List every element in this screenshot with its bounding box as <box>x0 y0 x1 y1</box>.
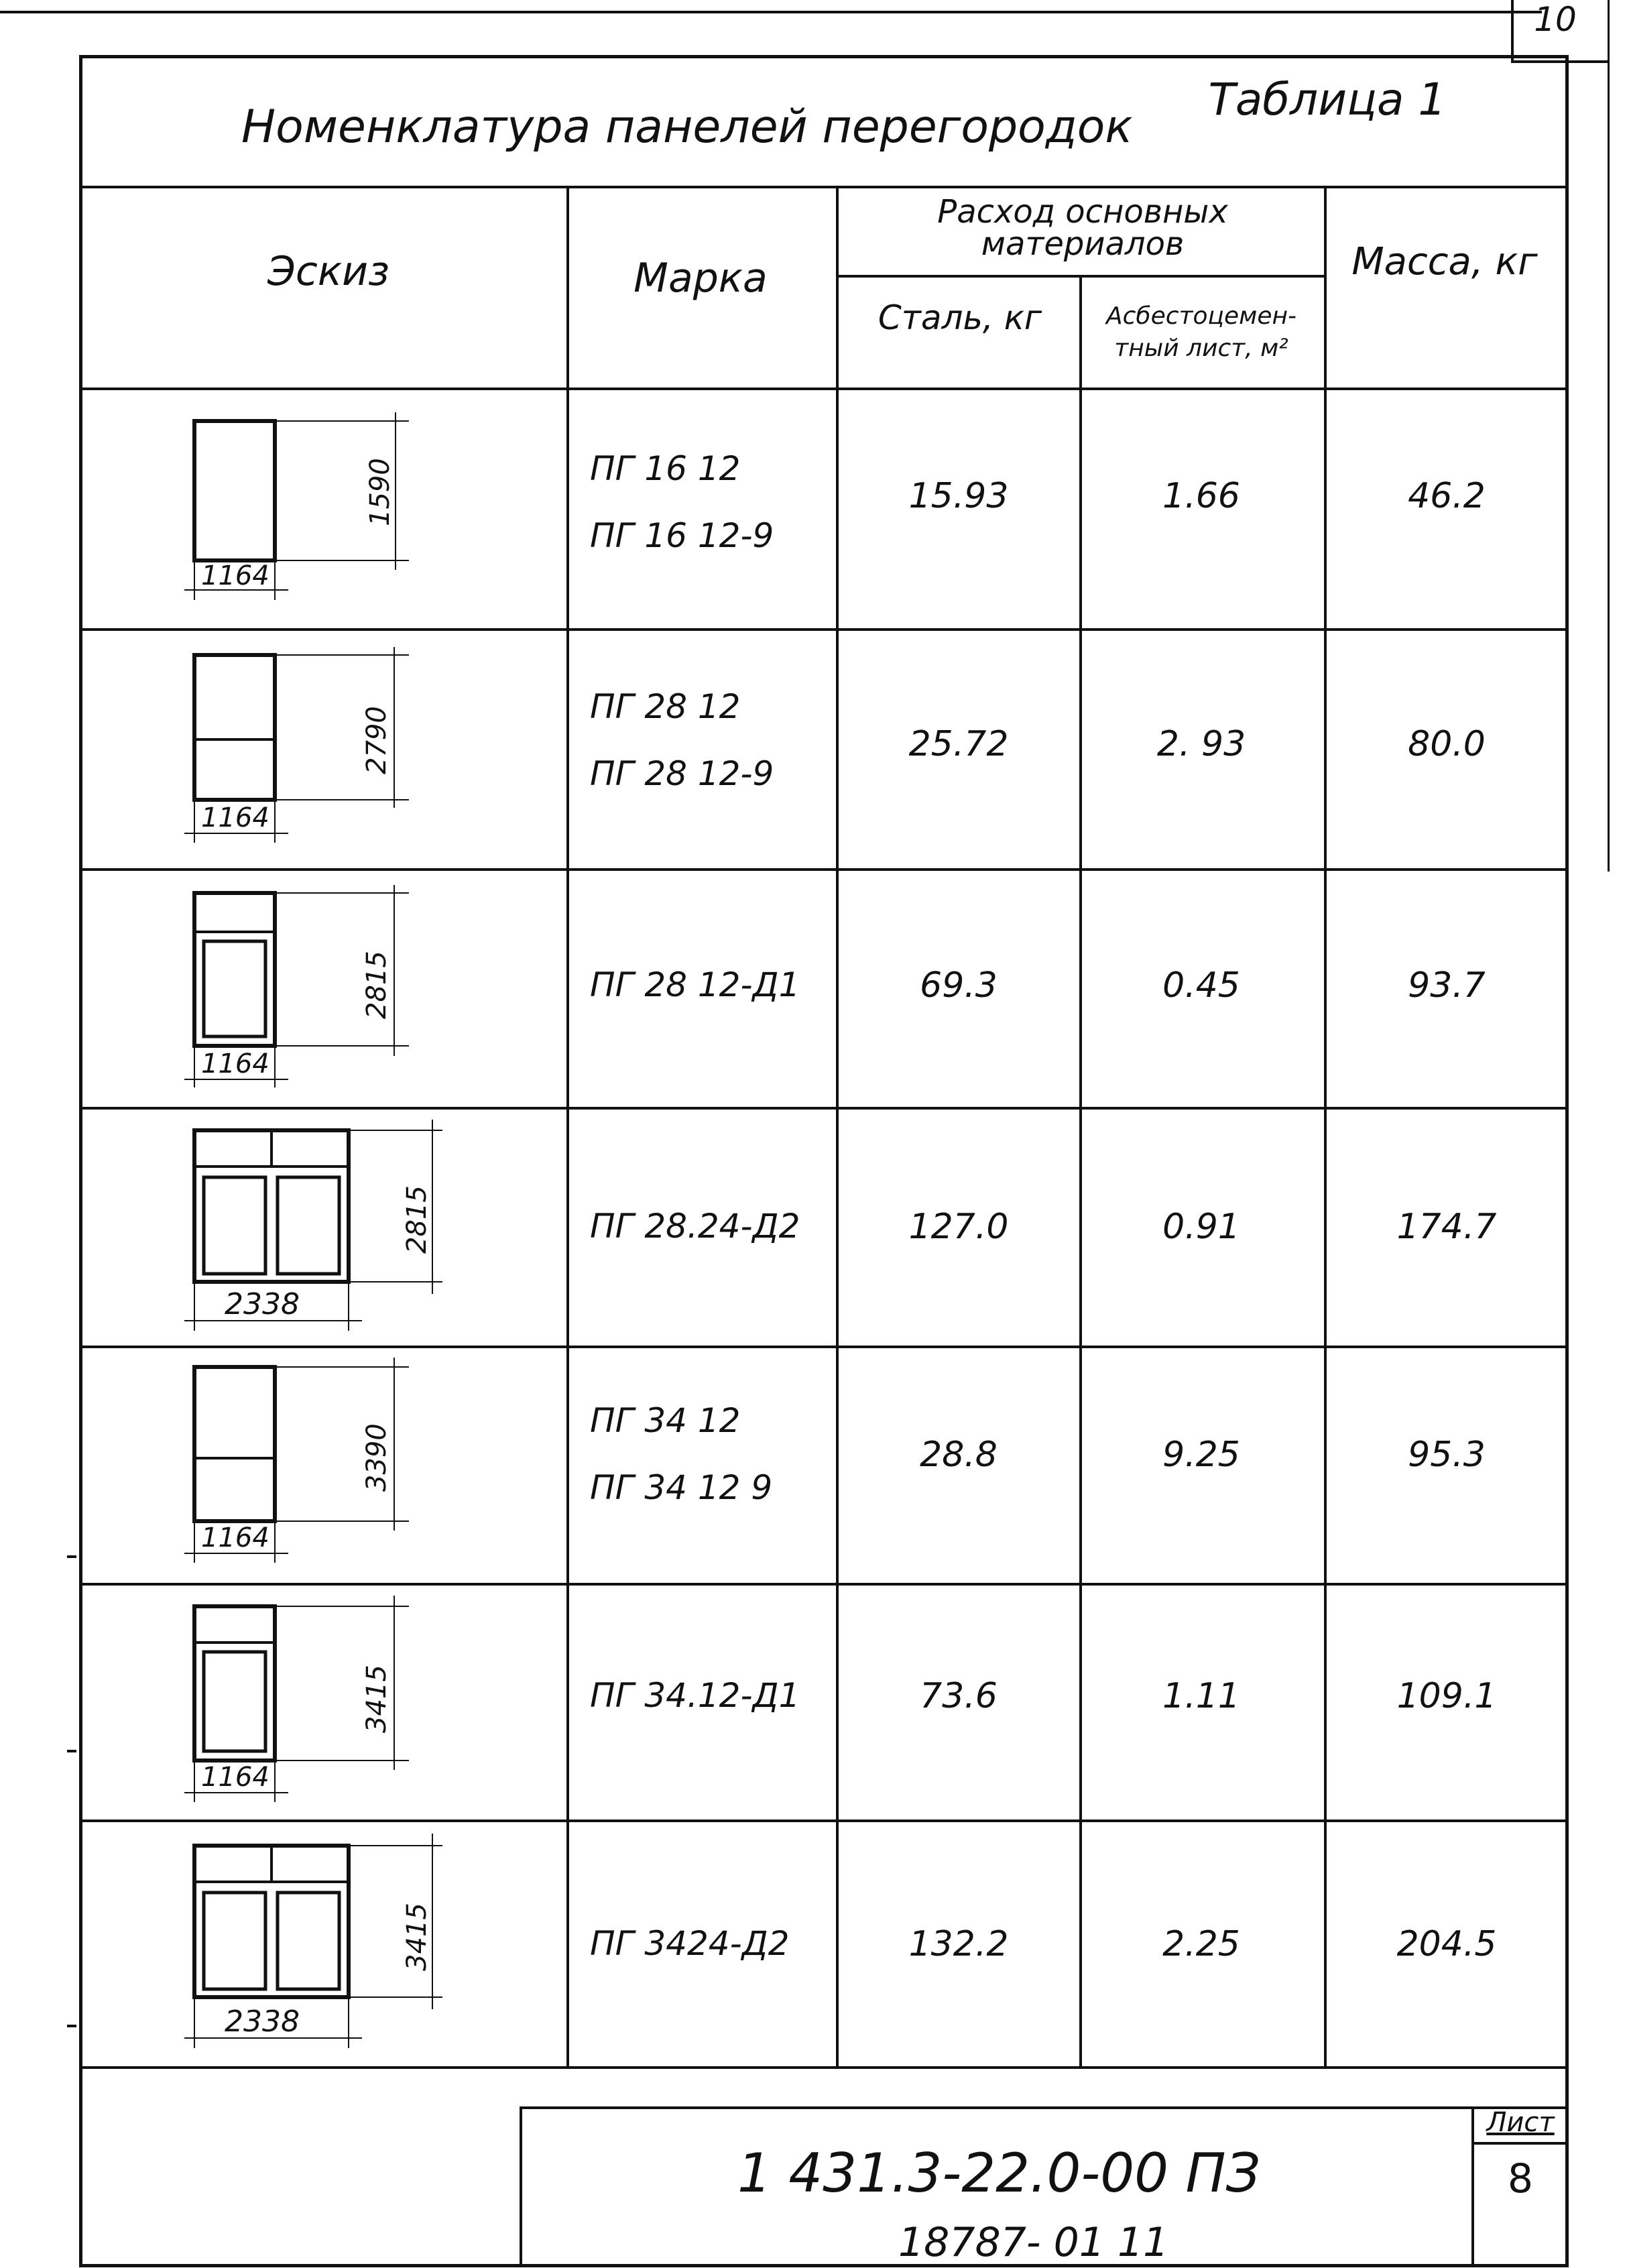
doc-code: 1 431.3-22.0-00 ПЗ <box>737 2142 1260 2204</box>
header-asbestos: Асбестоцемен-тный лист, м² <box>1105 302 1297 362</box>
panel-sketch-6 <box>181 1596 422 1810</box>
top-edge-line <box>0 11 1542 13</box>
mass-1: 46.2 <box>1408 476 1486 516</box>
sketch-height-7: 3415 <box>402 1903 432 1971</box>
sketch-width-6: 1164 <box>201 1762 269 1793</box>
page-number-top: 10 <box>1534 0 1577 39</box>
mark-4: ПГ 28.24-Д2 <box>590 1207 800 1246</box>
asbestos-4: 0.91 <box>1162 1207 1240 1247</box>
row-line-6 <box>79 1819 1569 1822</box>
panel-sketch-4 <box>174 1120 456 1334</box>
panel-sketch-5 <box>181 1358 422 1572</box>
table-label: Таблица 1 <box>1208 74 1447 125</box>
header-mark: Марка <box>634 255 768 302</box>
row-line-3 <box>79 1107 1569 1110</box>
panel-sketch-3 <box>181 885 422 1093</box>
sketch-width-1: 1164 <box>201 560 269 591</box>
header-mass: Масса, кг <box>1351 240 1538 284</box>
asbestos-1: 1.66 <box>1162 476 1240 516</box>
mass-2: 80.0 <box>1408 724 1486 764</box>
row-line-7 <box>79 2066 1569 2069</box>
mark-5a: ПГ 34 12 <box>590 1401 741 1440</box>
asbestos-6: 1.11 <box>1162 1676 1240 1716</box>
row-line-5 <box>79 1583 1569 1586</box>
steel-3: 69.3 <box>920 965 998 1006</box>
mark-1a: ПГ 16 12 <box>590 449 741 488</box>
mark-3: ПГ 28 12-Д1 <box>590 965 800 1004</box>
margin-mark-2 <box>67 1750 76 1752</box>
mass-5: 95.3 <box>1408 1435 1486 1475</box>
footer-number: 18787- 01 11 <box>898 2219 1169 2266</box>
sketch-height-2: 2790 <box>361 706 392 774</box>
sketch-width-4: 2338 <box>225 1287 300 1321</box>
mark-2b: ПГ 28 12-9 <box>590 754 774 793</box>
row-line-2 <box>79 868 1569 871</box>
title-row-bottom-line <box>79 186 1569 188</box>
sketch-width-5: 1164 <box>201 1523 269 1553</box>
steel-6: 73.6 <box>920 1676 998 1716</box>
mark-1b: ПГ 16 12-9 <box>590 516 774 555</box>
sheet-number: 8 <box>1507 2155 1534 2202</box>
asbestos-7: 2.25 <box>1162 1924 1240 1964</box>
mass-4: 174.7 <box>1396 1207 1497 1247</box>
page-number-box <box>1511 0 1514 60</box>
steel-7: 132.2 <box>908 1924 1009 1964</box>
mass-6: 109.1 <box>1396 1676 1497 1716</box>
sketch-height-6: 3415 <box>361 1665 392 1733</box>
header-steel: Сталь, кг <box>878 298 1042 337</box>
mass-3: 93.7 <box>1408 965 1486 1006</box>
sketch-height-4: 2815 <box>402 1185 432 1254</box>
asbestos-5: 9.25 <box>1162 1435 1240 1475</box>
col-line-1 <box>566 186 569 2066</box>
sketch-width-7: 2338 <box>225 2005 300 2039</box>
header-materials-group: Расход основных материалов <box>937 193 1228 263</box>
header-sketch: Эскиз <box>267 248 390 295</box>
row-line-1 <box>79 628 1569 631</box>
mark-7: ПГ 3424-Д2 <box>590 1924 790 1963</box>
col-line-4 <box>1324 186 1327 2066</box>
col-line-3 <box>1079 275 1082 2066</box>
header-row-bottom-line <box>79 387 1569 390</box>
margin-mark-1 <box>67 1555 76 1558</box>
title-block-left-line <box>520 2106 522 2267</box>
sketch-height-3: 2815 <box>361 951 392 1019</box>
panel-sketch-7 <box>174 1834 456 2055</box>
sketch-width-2: 1164 <box>201 802 269 833</box>
asbestos-3: 0.45 <box>1162 965 1240 1006</box>
row-line-4 <box>79 1346 1569 1348</box>
mark-2a: ПГ 28 12 <box>590 687 741 726</box>
right-edge-line <box>1608 0 1610 872</box>
asbestos-2: 2. 93 <box>1156 724 1246 764</box>
steel-2: 25.72 <box>908 724 1009 764</box>
margin-mark-3 <box>67 2025 76 2027</box>
sketch-height-1: 1590 <box>365 458 396 526</box>
col-line-2 <box>836 186 839 2066</box>
steel-1: 15.93 <box>908 476 1009 516</box>
mark-5b: ПГ 34 12 9 <box>590 1468 773 1507</box>
title-block-top-line <box>520 2106 1569 2109</box>
sketch-width-3: 1164 <box>201 1049 269 1079</box>
steel-4: 127.0 <box>908 1207 1009 1247</box>
sheet-label: Лист <box>1486 2107 1555 2138</box>
mark-6: ПГ 34.12-Д1 <box>590 1676 800 1715</box>
panel-sketch-2 <box>181 647 422 855</box>
table-title: Номенклатура панелей перегородок <box>241 101 1133 154</box>
mass-7: 204.5 <box>1396 1924 1497 1964</box>
panel-sketch-1 <box>181 409 422 610</box>
steel-5: 28.8 <box>920 1435 998 1475</box>
sketch-height-5: 3390 <box>361 1423 392 1492</box>
sheet-box-mid-line <box>1471 2142 1569 2145</box>
